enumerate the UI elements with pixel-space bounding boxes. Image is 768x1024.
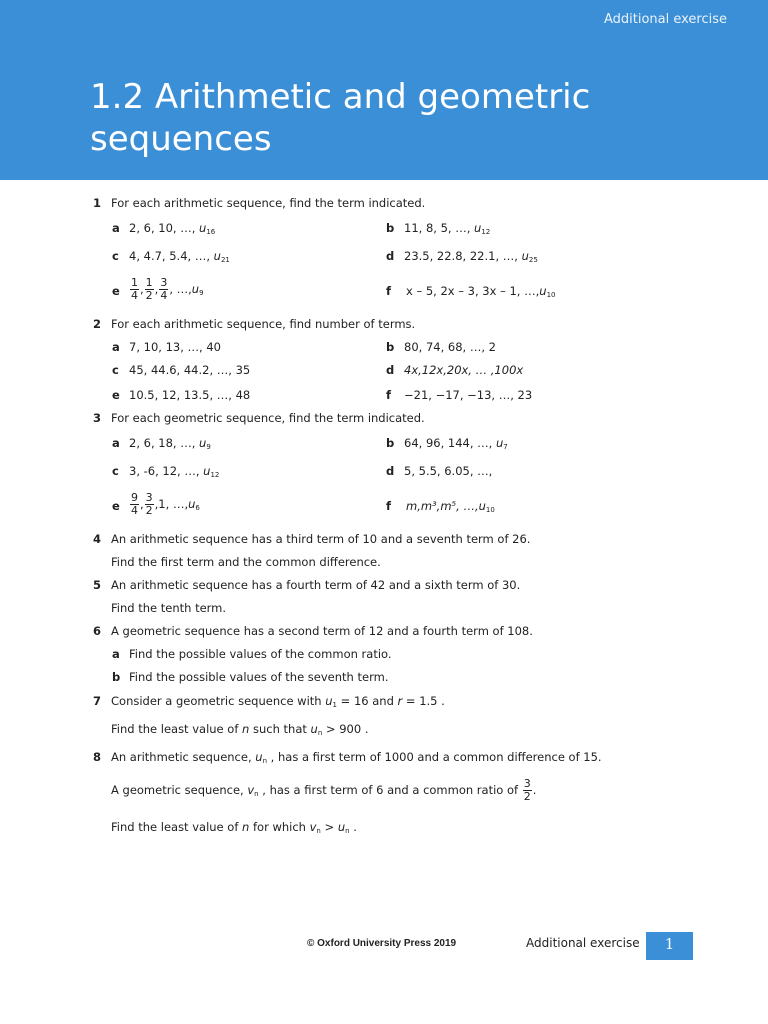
question-text: Find the least value of n such that $u_n > 900$ . [111,722,369,737]
part-text: $\frac{9}{4}$ , $\frac{3}{2}$ ,1, $\dots,u_6$ [131,491,200,517]
question-text: For each arithmetic sequence, find number of terms. [111,317,416,331]
part-text: Find the possible values of the common ratio. [129,647,392,661]
part-label: c [112,464,119,478]
part-label: f [386,499,392,513]
part-text: 4, 4.7, 5.4, …, $u_{21}$ [129,249,230,264]
part-text: 45, 44.6, 44.2, …, 35 [129,363,251,377]
question-number: 7 [93,694,102,708]
question-text: A geometric sequence, $v_n$ , has a first term of 6 and a common ratio of $\frac{3}{2}$ . [111,777,537,803]
part-text: 3, -6, 12, …, $u_{12}$ [129,464,220,479]
part-label: d [386,464,395,478]
question-number: 1 [93,196,102,210]
part-text: 64, 96, 144, …, $u_7$ [404,436,508,451]
question-text: An arithmetic sequence has a fourth term of 42 and a sixth term of 30. [111,578,521,592]
part-label: b [112,670,121,684]
question-text: A geometric sequence has a second term of 12 and a fourth term of 108. [111,624,533,638]
footer-label: Additional exercise [526,936,640,950]
question-text: Find the least value of n for which $v_n > u_n$ . [111,820,357,835]
part-label: a [112,436,120,450]
page-number: 1 [646,932,693,960]
part-label: e [112,499,120,513]
question-number: 3 [93,411,102,425]
question-number: 2 [93,317,102,331]
question-text: Consider a geometric sequence with $u_1 = 16$ and r = 1.5 . [111,694,445,709]
question-text: An arithmetic sequence has a third term of 10 and a seventh term of 26. [111,532,531,546]
question-number: 5 [93,578,102,592]
part-text: $\frac{1}{4}$ , $\frac{1}{2}$ , $\frac{3}{4}$ , $\dots,u_9$ [131,276,204,302]
part-label: e [112,284,120,298]
part-label: b [386,340,395,354]
footer-copyright: © Oxford University Press 2019 [307,938,457,949]
question-text: Find the tenth term. [111,601,227,615]
part-label: e [112,388,120,402]
part-label: a [112,647,120,661]
part-text: 23.5, 22.8, 22.1, …, $u_{25}$ [404,249,538,264]
part-label: d [386,363,395,377]
part-text: 10.5, 12, 13.5, …, 48 [129,388,251,402]
part-text: 4x,12x,20x, … ,100x [404,363,524,377]
part-text: 11, 8, 5, …, $u_{12}$ [404,221,491,236]
part-text: 2, 6, 10, …, $u_{16}$ [129,221,216,236]
question-text: Find the first term and the common difference. [111,555,381,569]
part-label: b [386,436,395,450]
part-label: a [112,340,120,354]
question-number: 6 [93,624,102,638]
question-text: An arithmetic sequence, $u_n$ , has a first term of 1000 and a common difference of 15. [111,750,602,765]
part-text: 80, 74, 68, …, 2 [404,340,496,354]
part-text: x – 5, 2x – 3, 3x – 1, $\dots,u_{10}$ [406,284,556,299]
part-text: m,m³,m⁵, $\dots,u_{10}$ [406,499,495,514]
header-label: Additional exercise [603,12,727,27]
question-text: For each geometric sequence, find the term indicated. [111,411,425,425]
part-label: a [112,221,120,235]
part-text: 2, 6, 18, …, $u_9$ [129,436,211,451]
question-number: 4 [93,532,102,546]
part-label: f [386,388,392,402]
page-title: 1.2 Arithmetic and geometric sequences [90,77,591,159]
part-label: b [386,221,395,235]
part-text: Find the possible values of the seventh term. [129,670,389,684]
part-text: 5, 5.5, 6.05, …, [404,464,493,478]
part-label: d [386,249,395,263]
part-label: c [112,363,119,377]
part-text: −21, −17, −13, …, 23 [404,388,533,402]
part-text: 7, 10, 13, …, 40 [129,340,221,354]
question-number: 8 [93,750,102,764]
question-text: For each arithmetic sequence, find the term indicated. [111,196,426,210]
part-label: c [112,249,119,263]
part-label: f [386,284,392,298]
